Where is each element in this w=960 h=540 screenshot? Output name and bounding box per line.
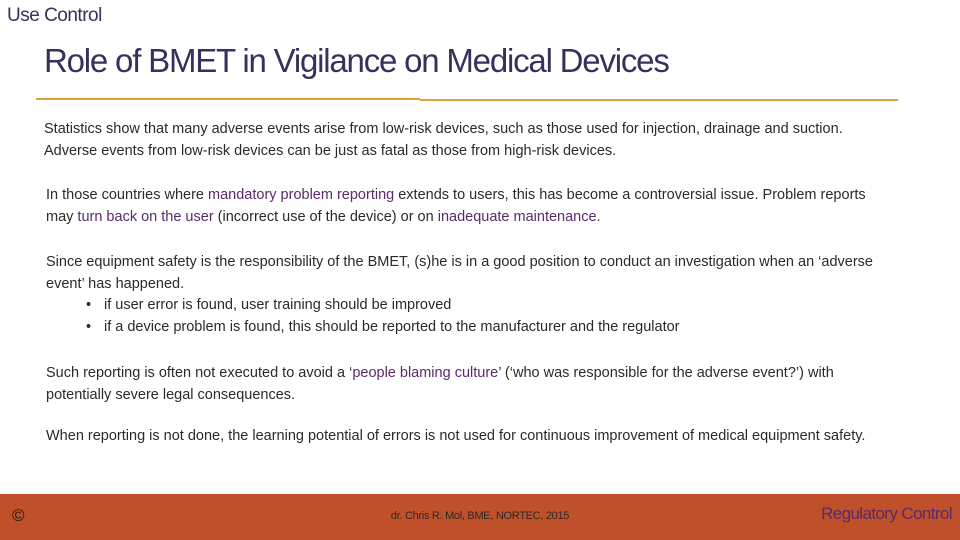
highlight-turn-back-on-user: turn back on the user <box>77 208 214 225</box>
text-segment: extends to users, this has become a controversial issue. Problem reports may <box>46 187 866 225</box>
title-underline-right <box>420 99 898 101</box>
investigation-bullet-list <box>46 295 874 338</box>
highlight-inadequate-maintenance: inadequate maintenance <box>437 208 597 225</box>
section-label: Use Control <box>7 5 102 26</box>
text-segment: Such reporting is often not executed to avoid a ‘ <box>46 365 353 381</box>
paragraph-learning-potential: When reporting is not done, the learning potential of errors is not used for continuous improvement of medical equipment safety. <box>46 428 866 444</box>
text-segment: (incorrect use of the device) or on <box>213 208 438 225</box>
text-segment: In those countries where <box>46 187 209 203</box>
paragraph-statistics: Statistics show that many adverse events arise from low-risk devices, such as those used for injection, drainage and suction. Adverse events from low-risk devices can be just as fatal as those from high-risk devices. <box>44 121 843 159</box>
paragraph-problem-reporting <box>46 185 874 228</box>
page-title: Role of BMET in Vigilance on Medical Devices <box>44 42 669 79</box>
footer-credit: dr. Chris R. Mol, BME, NORTEC, 2015 <box>390 510 570 522</box>
copyright-symbol: © <box>12 506 25 525</box>
paragraph-blaming-culture <box>46 363 874 406</box>
investigation-intro: Since equipment safety is the responsibility of the BMET, (s)he is in a good position to conduct an investigation when an ‘adverse event’ has happened. <box>46 254 873 292</box>
highlight-people-blaming-culture: people blaming culture <box>352 365 499 381</box>
title-underline-left <box>36 98 420 100</box>
footer-brand: Regulatory Control <box>821 504 952 523</box>
paragraph-investigation <box>46 252 874 338</box>
text-segment: . <box>596 208 601 225</box>
footer-bar <box>0 494 960 540</box>
text-segment: ’ (‘who was responsible for the adverse event?’) with potentially severe legal consequences. <box>46 365 834 403</box>
bullet-user-error: • if user error is found, user training should be improved <box>46 295 874 317</box>
bullet-device-problem: • if a device problem is found, this should be reported to the manufacturer and the regulator <box>46 317 874 339</box>
highlight-mandatory-reporting: mandatory problem reporting <box>208 187 395 203</box>
